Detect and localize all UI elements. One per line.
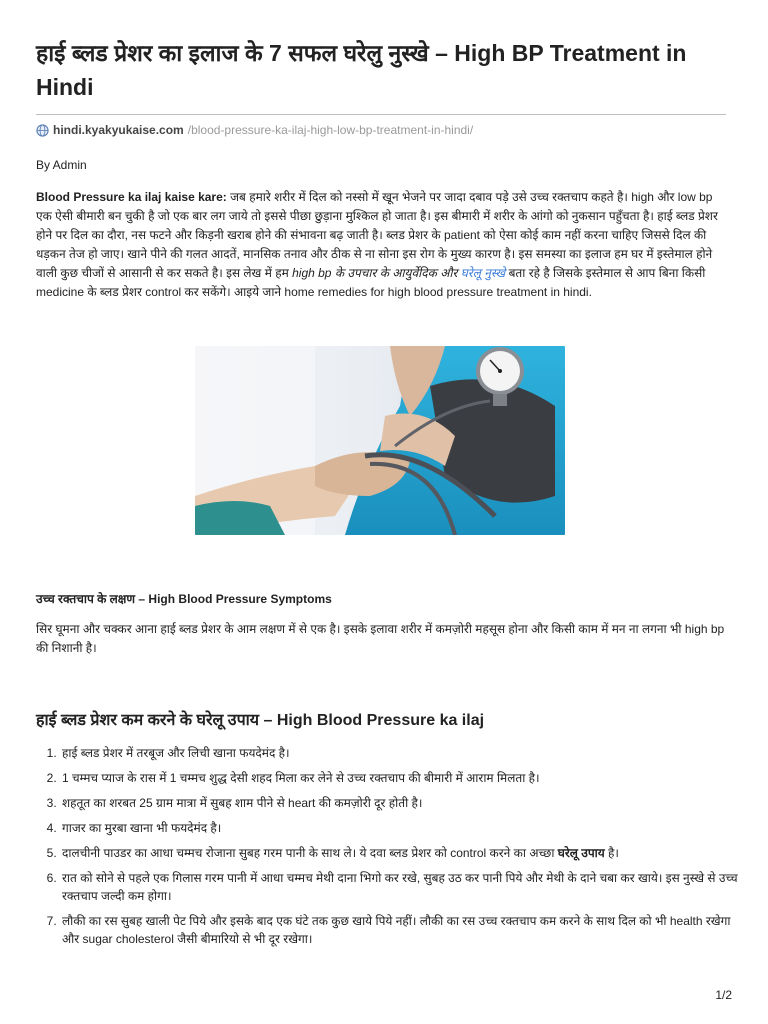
blood-pressure-photo (195, 346, 565, 535)
symptoms-paragraph: सिर घूमना और चक्कर आना हाई ब्लड प्रेशर के आम लक्षण में से एक है। इसके इलावा शरीर में कमज़ोरी महसूस होना और किसी काम में मन ना लगना भी high bp की निशानी है। (36, 622, 725, 655)
source-domain[interactable]: hindi.kyakyukaise.com (53, 123, 184, 137)
list-item-text: दालचीनी पाउडर का आधा चम्मच रोजाना सुबह गरम पानी के साथ ले। ये दवा ब्लड प्रेशर को control करने का अच्छा (62, 846, 558, 860)
list-item: 1. हाई ब्लड प्रेशर में तरबूज और लिची खाना फयदेमंद है। (60, 744, 750, 762)
list-item (60, 844, 750, 862)
remedies-list (36, 744, 750, 955)
source-url[interactable] (36, 123, 726, 137)
list-item: 2. 1 चम्मच प्याज के रास में 1 चम्मच शुद्ध देसी शहद मिला कर लेने से उच्च रक्तचाप की बीमारी में आराम मिलता है। (60, 769, 750, 787)
list-item: 3. शहतूत का शरबत 25 ग्राम मात्रा में सुबह शाम पीने से heart की कमज़ोरी दूर होती है। (60, 794, 750, 812)
document-page (36, 0, 738, 946)
intro-italic: high bp के उपचार के आयुर्वेदिक और (292, 266, 461, 280)
list-item: 7. लौकी का रस सुबह खाली पेट पिये और इसके बाद एक घंटे तक कुछ खाये पिये नहीं। लौकी का रस उच्च रक्तचाप कम करने के साथ दिल को भी health रखेगा और sugar cholesterol जैसी बीमारियो से भी दूर रखेगा। (60, 912, 750, 948)
home-remedies-link[interactable]: घरेलू नुस्खे (460, 266, 506, 280)
list-item: 4. गाजर का मुरबा खाना भी फयदेमंद है। (60, 819, 750, 837)
title-divider (36, 114, 726, 115)
list-item-bold: घरेलू उपाय (557, 846, 605, 860)
list-item-tail: है। (604, 846, 619, 860)
intro-text-1: जब हमारे शरीर में दिल को नस्सो में खून भेजने पर जादा दबाव पड़े उसे उच्च रक्तचाप कहते है। high और low bp एक ऐसी बीमारी बन चुकी है जो एक बार लग जाये तो इससे पीछा छुड़ाना मुश्किल हो जाता है। इस बीमारी में शरीर के आंगो को नुकसान पहुँचता है। हाई ब्लड प्रेशर होने पर दिल का दौरा, नस फटने और किड़नी खराब होने की संभावना बढ़ जाती है। ब्लड प्रेशर के patient को ऐसा कोई काम नहीं करना चाहिए जिससे दिल की धड़कन तेज हो जाए। खाने पीने की गलत आदतें, मानसिक तनाव और ठीक से ना सोना इस रोग के मुख्य कारण है। इस समस्या का इलाज हम घर में इस्तेमाल होने वाली कुछ चीजों से आसानी से कर सकते है। इस लेख में हम (36, 190, 718, 280)
list-item: 6. रात को सोने से पहले एक गिलास गरम पानी में आधा चम्मच मेथी दाना भिगो कर रखे, सुबह उठ कर पानी पिये और मेथी के दाने चबा कर खाये। इस नुस्खे से उच्च रक्तचाप जल्दी कम होगा। (60, 869, 750, 905)
source-path[interactable]: /blood-pressure-ka-ilaj-high-low-bp-treatment-in-hindi/ (187, 123, 474, 137)
symptoms-heading: उच्च रक्तचाप के लक्षण – High Blood Pressure Symptoms (36, 592, 332, 606)
intro-paragraph (36, 188, 726, 302)
remedies-heading: हाई ब्लड प्रेशर कम करने के घरेलू उपाय – High Blood Pressure ka ilaj (36, 712, 485, 729)
page-title: हाई ब्लड प्रेशर का इलाज के 7 सफल घरेलु नुस्खे – High BP Treatment in Hindi (36, 40, 687, 100)
globe-icon (36, 124, 49, 137)
intro-bold-lead: Blood Pressure ka ilaj kaise kare: (36, 190, 227, 204)
author-byline: By Admin (36, 158, 87, 172)
intro-text-2: बता रहे है जिसके इस्तेमाल से आप बिना किसी medicine के ब्लड प्रेशर control कर सकेंगे। आइये जाने home remedies for high blood pressure treatment in hindi. (36, 266, 706, 299)
page-number: 1/2 (715, 988, 732, 1002)
